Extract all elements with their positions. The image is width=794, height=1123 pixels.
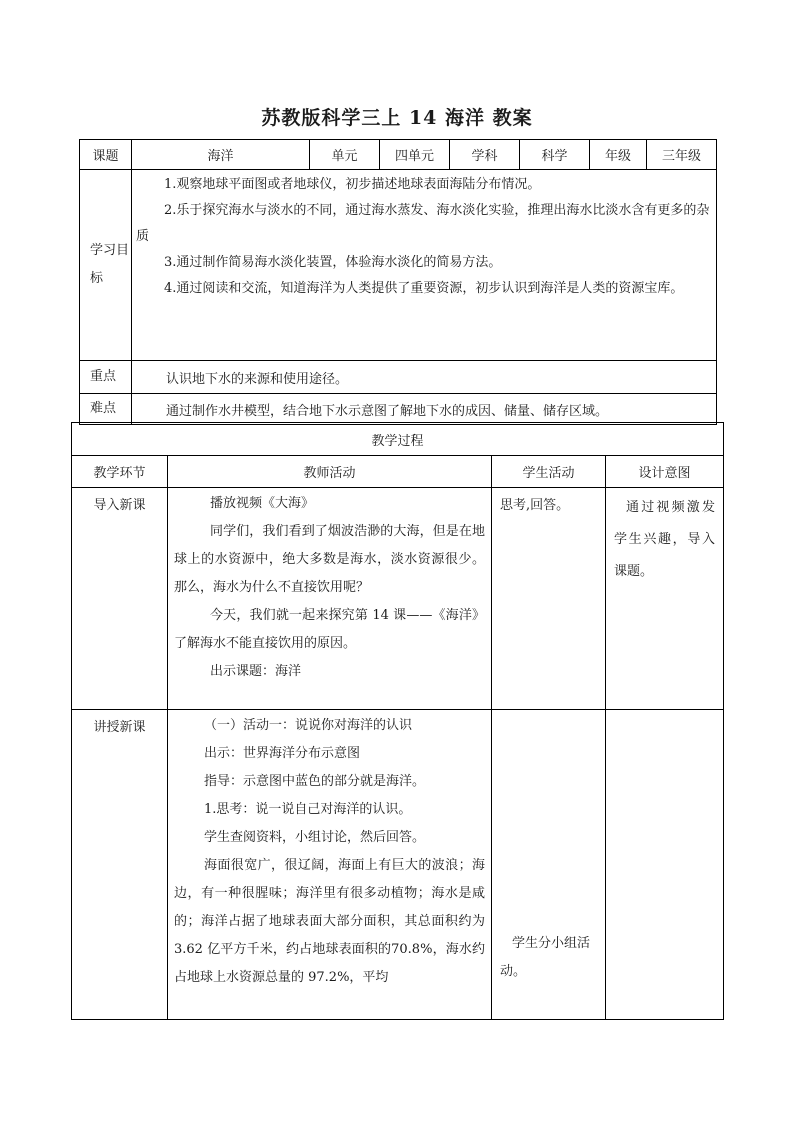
lecture-design-intent bbox=[606, 710, 724, 1020]
page-title: 苏教版科学三上 14 海洋 教案 bbox=[261, 107, 533, 129]
intro-teacher-line: 播放视频《大海》 bbox=[210, 496, 315, 511]
intro-teacher-line: 同学们，我们看到了烟波浩渺的大海，但是在地球上的水资源中，绝大多数是海水，淡水资源很少。那么，海水为什么不直接饮用呢？ bbox=[174, 524, 485, 595]
objective-item: 1.观察地球平面图或者地球仪，初步描述地球表面海陆分布情况。 bbox=[164, 177, 541, 192]
intro-design-intent: 通过视频激发学生兴趣，导入课题。 bbox=[606, 488, 724, 710]
teaching-process-table bbox=[71, 422, 724, 1020]
intro-student-activity: 思考,回答。 bbox=[492, 488, 606, 710]
lecture-teacher-line: 1.思考：说一说自己对海洋的认识。 bbox=[204, 802, 412, 817]
difficulty-text: 通过制作水井模型，结合地下水示意图了解地下水的成因、储量、储存区域。 bbox=[132, 394, 717, 425]
grade-value: 三年级 bbox=[647, 140, 717, 170]
lecture-teacher-line: 出示：世界海洋分布示意图 bbox=[204, 746, 361, 761]
column-header: 教学环节 bbox=[72, 456, 168, 488]
intro-teacher-activity bbox=[168, 488, 492, 710]
lecture-teacher-line: 指导：示意图中蓝色的部分就是海洋。 bbox=[204, 774, 426, 789]
objectives-label: 学习目标 bbox=[80, 170, 132, 361]
process-header: 教学过程 bbox=[72, 423, 724, 456]
topic-value: 海洋 bbox=[132, 140, 310, 170]
objective-item: 3.通过制作简易海水淡化装置，体验海水淡化的简易方法。 bbox=[164, 255, 502, 270]
lecture-teacher-line: 海面很宽广，很辽阔，海面上有巨大的波浪；海边，有一种很腥味；海洋里有很多动植物；海水是咸的；海洋占据了地球表面大部分面积，其总面积约为 3.62 亿平方千米，约占地球表面积的70.8%，海水约占地球上水资源总量的 97.2%，平均 bbox=[174, 858, 485, 985]
column-header: 学生活动 bbox=[492, 456, 606, 488]
grade-label: 年级 bbox=[590, 140, 647, 170]
objective-item: 4.通过阅读和交流，知道海洋为人类提供了重要资源，初步认识到海洋是人类的资源宝库。 bbox=[164, 281, 684, 296]
column-header: 设计意图 bbox=[606, 456, 724, 488]
intro-teacher-line: 出示课题：海洋 bbox=[210, 664, 302, 679]
lecture-teacher-line: （一）活动一：说说你对海洋的认识 bbox=[204, 718, 413, 733]
lesson-info-table bbox=[79, 139, 717, 425]
intro-teacher-line: 今天，我们就一起来探究第 14 课——《海洋》了解海水不能直接饮用的原因。 bbox=[174, 608, 485, 651]
key-point-label: 重点 bbox=[80, 361, 132, 394]
key-point-text: 认识地下水的来源和使用途径。 bbox=[132, 361, 717, 394]
unit-value: 四单元 bbox=[380, 140, 450, 170]
lecture-stage: 讲授新课 bbox=[72, 710, 168, 1020]
difficulty-label: 难点 bbox=[80, 394, 132, 425]
objective-item: 2.乐于探究海水与淡水的不同，通过海水蒸发、海水淡化实验，推理出海水比淡水含有更多的杂质 bbox=[136, 203, 710, 244]
lecture-student-activity: 学生分小组活动。 bbox=[492, 710, 606, 1020]
objectives-cell bbox=[132, 170, 717, 361]
lecture-teacher-activity bbox=[168, 710, 492, 1020]
topic-label: 课题 bbox=[80, 140, 132, 170]
lecture-teacher-line: 学生查阅资料，小组讨论，然后回答。 bbox=[204, 830, 426, 845]
intro-stage: 导入新课 bbox=[72, 488, 168, 710]
subject-value: 科学 bbox=[520, 140, 590, 170]
unit-label: 单元 bbox=[310, 140, 380, 170]
subject-label: 学科 bbox=[450, 140, 520, 170]
column-header: 教师活动 bbox=[168, 456, 492, 488]
